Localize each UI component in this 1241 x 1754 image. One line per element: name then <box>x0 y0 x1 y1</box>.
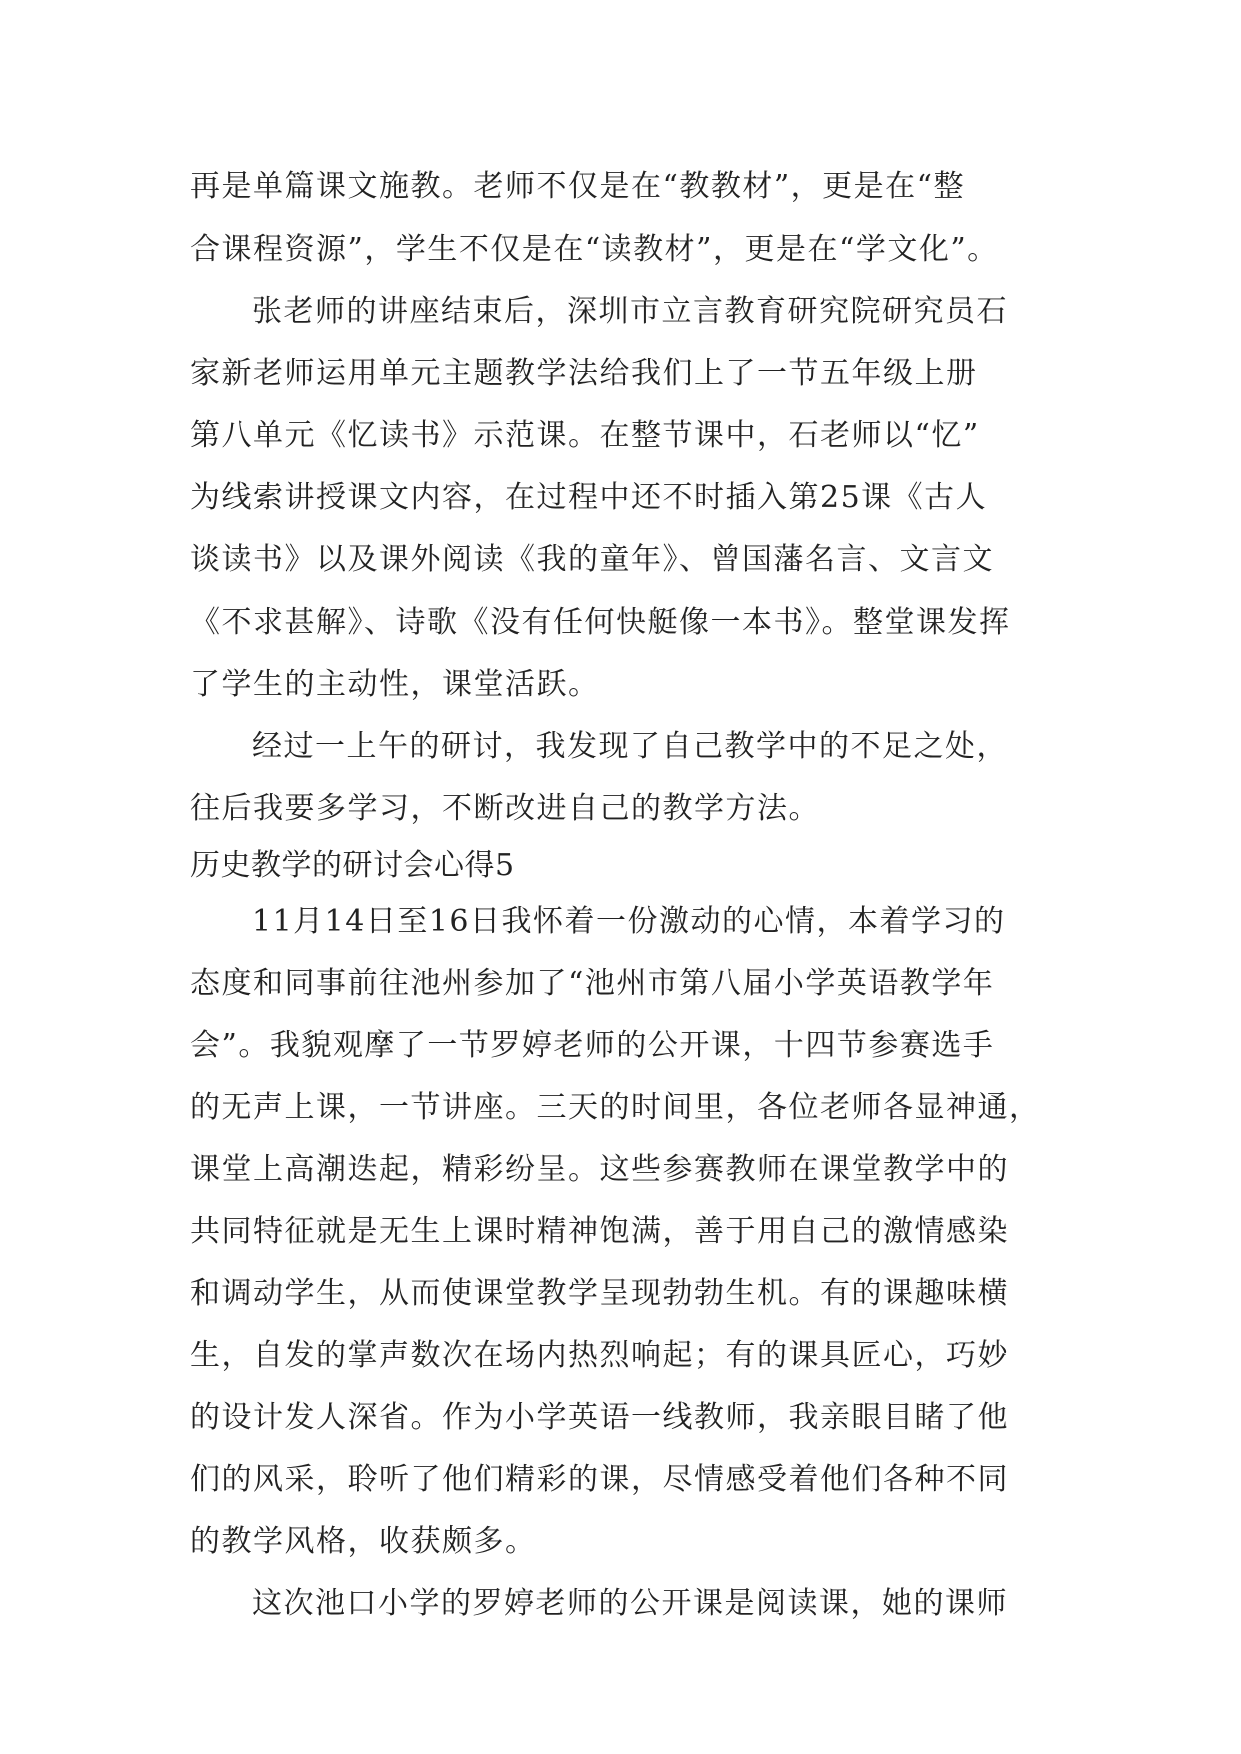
text-line: 为线索讲授课文内容，在过程中还不时插入第25课《古人 <box>190 480 988 515</box>
text-line: 往后我要多学习，不断改进自己的教学方法。 <box>190 791 820 826</box>
text-line: 的教学风格，收获颇多。 <box>190 1524 537 1559</box>
text-line: 会”。我貌观摩了一节罗婷老师的公开课，十四节参赛选手 <box>190 1028 995 1063</box>
section-heading: 历史教学的研讨会心得5 <box>190 848 515 883</box>
text-line: 再是单篇课文施教。老师不仅是在“教教材”，更是在“整 <box>190 169 966 204</box>
paragraph-start-line: 这次池口小学的罗婷老师的公开课是阅读课，她的课师 <box>252 1586 1008 1621</box>
text-line: 的设计发人深省。作为小学英语一线教师，我亲眼目睹了他 <box>190 1400 1009 1435</box>
paragraph-start-line: 经过一上午的研讨，我发现了自己教学中的不足之处， <box>252 729 1008 764</box>
text-line: 态度和同事前往池州参加了“池州市第八届小学英语教学年 <box>190 966 995 1001</box>
text-line: 了学生的主动性，课堂活跃。 <box>190 667 600 702</box>
text-line: 家新老师运用单元主题教学法给我们上了一节五年级上册 <box>190 356 978 391</box>
text-line: 《不求甚解》、诗歌《没有任何快艇像一本书》。整堂课发挥 <box>190 605 1011 640</box>
text-line: 课堂上高潮迭起，精彩纷呈。这些参赛教师在课堂教学中的 <box>190 1152 1009 1187</box>
text-line: 第八单元《忆读书》示范课。在整节课中，石老师以“忆” <box>190 418 980 453</box>
text-line: 和调动学生，从而使课堂教学呈现勃勃生机。有的课趣味横 <box>190 1276 1009 1311</box>
text-line: 生，自发的掌声数次在场内热烈响起；有的课具匠心，巧妙 <box>190 1338 1009 1373</box>
text-line: 谈读书》以及课外阅读《我的童年》、曾国藩名言、文言文 <box>190 542 994 577</box>
paragraph-start-line: 张老师的讲座结束后，深圳市立言教育研究院研究员石 <box>252 294 1008 329</box>
text-line: 的无声上课，一节讲座。三天的时间里，各位老师各显神通， <box>190 1090 1041 1125</box>
text-line: 们的风采，聆听了他们精彩的课，尽情感受着他们各种不同 <box>190 1462 1009 1497</box>
text-line: 共同特征就是无生上课时精神饱满，善于用自己的激情感染 <box>190 1214 1009 1249</box>
paragraph-start-line: 11月14日至16日我怀着一份激动的心情，本着学习的 <box>252 904 1006 939</box>
text-line: 合课程资源”，学生不仅是在“读教材”，更是在“学文化”。 <box>190 232 999 267</box>
